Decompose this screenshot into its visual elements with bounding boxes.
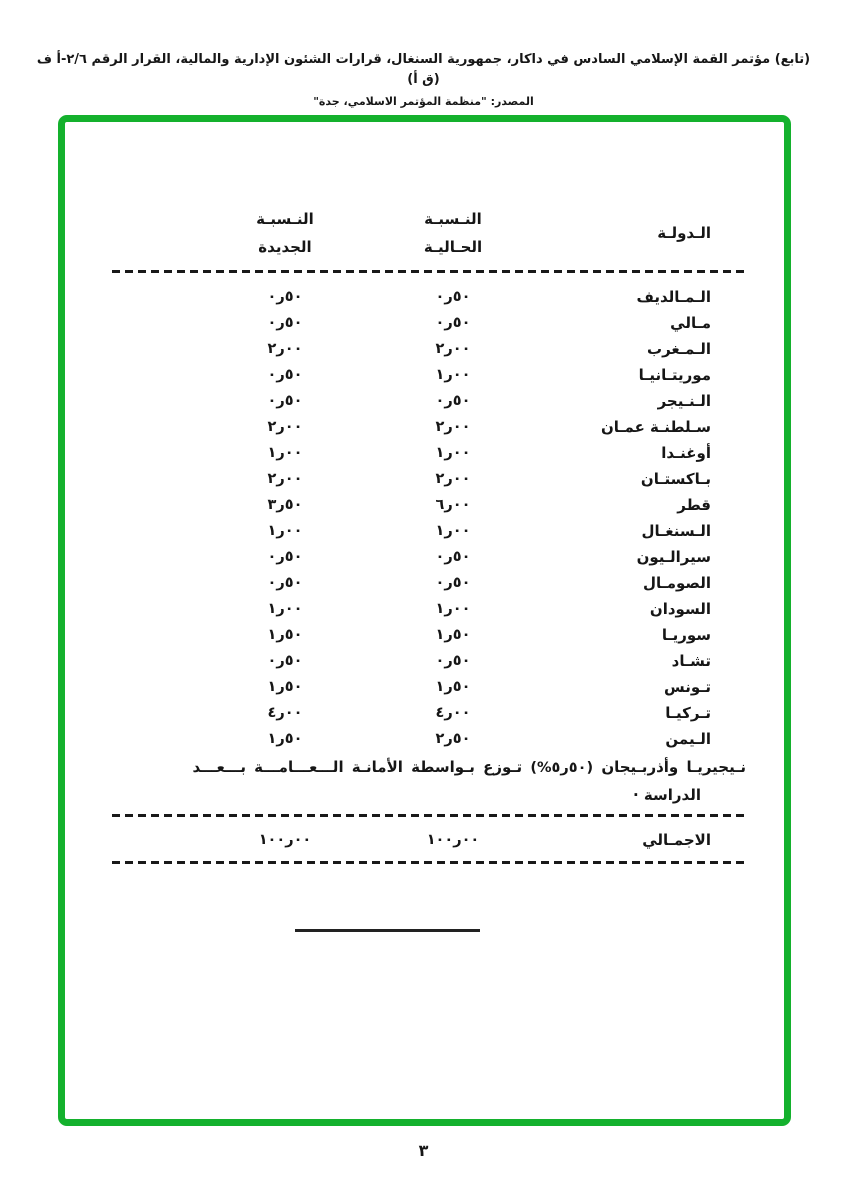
country-cell: الـنـيجر: [657, 392, 711, 410]
table-row: [112, 310, 746, 336]
total-current-value: ١٠٠ر٠٠: [426, 832, 480, 848]
country-cell: أوغنـدا: [661, 444, 711, 462]
new-value-cell: ٢ر٠٠: [267, 419, 303, 435]
country-cell: سوريـا: [661, 626, 711, 644]
table-header-row: [112, 205, 746, 261]
country-cell: الصومـال: [642, 574, 711, 592]
column-header-new-line2: الجديدة: [258, 238, 312, 256]
new-value-cell: ١ر٠٠: [267, 523, 303, 539]
table-row: [112, 440, 746, 466]
country-cell: سيرالـيون: [636, 548, 711, 566]
new-value-cell: ١ر٥٠: [267, 679, 303, 695]
current-value-cell: ١ر٥٠: [435, 627, 471, 643]
column-header-country: الـدولـة: [657, 224, 711, 242]
table-body: [112, 284, 746, 752]
new-value-cell: ٠ر٥٠: [267, 653, 303, 669]
column-header-current-line1: النـسبـة: [424, 210, 482, 228]
country-cell: تشـاد: [671, 652, 711, 670]
table-row: [112, 362, 746, 388]
current-value-cell: ١ر٠٠: [435, 445, 471, 461]
table-row: [112, 622, 746, 648]
current-value-cell: ١ر٠٠: [435, 523, 471, 539]
country-cell: السودان: [649, 600, 711, 618]
total-label: الاجمـالي: [642, 831, 711, 849]
table-row: [112, 596, 746, 622]
current-value-cell: ١ر٠٠: [435, 367, 471, 383]
new-value-cell: ١ر٠٠: [267, 445, 303, 461]
new-value-cell: ٠ر٥٠: [267, 549, 303, 565]
new-value-cell: ٣ر٥٠: [267, 497, 303, 513]
column-header-current: [375, 205, 531, 261]
signature-line: [295, 929, 480, 932]
current-value-cell: ٠ر٥٠: [435, 549, 471, 565]
current-value-cell: ٢ر٥٠: [435, 731, 471, 747]
dashed-separator-middle: [112, 814, 746, 817]
table-row: [112, 648, 746, 674]
footnote-line2: الدراسة ·: [633, 786, 701, 804]
current-value-cell: ٢ر٠٠: [435, 341, 471, 357]
total-row: [112, 823, 746, 857]
current-value-cell: ١ر٥٠: [435, 679, 471, 695]
table-row: [112, 466, 746, 492]
country-cell: قطر: [677, 496, 711, 514]
current-value-cell: ٢ر٠٠: [435, 471, 471, 487]
document-title-line: (تابع) مؤتمر القمة الإسلامي السادس في داكار، جمهورية السنغال، قرارات الشئون الإدارية والمالية، القرار الرقم ٢/٦-أ ف (ق أ): [36, 52, 811, 87]
new-value-cell: ١ر٥٠: [267, 731, 303, 747]
table-row: [112, 518, 746, 544]
dashed-separator-top: [112, 270, 746, 273]
current-value-cell: ٠ر٥٠: [435, 315, 471, 331]
country-cell: الـيمن: [665, 730, 711, 748]
table-row: [112, 674, 746, 700]
source-line: المصدر: "منظمة المؤتمر الاسلامي، جدة": [313, 95, 534, 108]
new-value-cell: ٠ر٥٠: [267, 393, 303, 409]
current-value-cell: ٠ر٥٠: [435, 393, 471, 409]
total-new-value: ١٠٠ر٠٠: [258, 832, 312, 848]
new-value-cell: ٢ر٠٠: [267, 341, 303, 357]
table-row: [112, 570, 746, 596]
footnote-text-before: نـيجيريـا وأذربـيجان: [601, 758, 746, 776]
new-value-cell: ٠ر٥٠: [267, 367, 303, 383]
country-cell: الـمـالديف: [636, 288, 711, 306]
new-value-cell: ٤ر٠٠: [267, 705, 303, 721]
page-number: ٣: [418, 1141, 429, 1160]
column-header-current-line2: الحـاليـة: [423, 238, 483, 256]
current-value-cell: ٠ر٥٠: [435, 653, 471, 669]
current-value-cell: ٠ر٥٠: [435, 289, 471, 305]
footnote-percentage-value: (%٥ر٥٠): [530, 760, 594, 776]
current-value-cell: ٢ر٠٠: [435, 419, 471, 435]
current-value-cell: ٠ر٥٠: [435, 575, 471, 591]
new-value-cell: ٠ر٥٠: [267, 575, 303, 591]
footnote-text-after: تـوزع بـواسطة الأمانـة الـــعـــامـــة بـــعـــد: [192, 758, 523, 776]
green-border-frame: [58, 115, 791, 1126]
table-row: [112, 726, 746, 752]
new-value-cell: ١ر٠٠: [267, 601, 303, 617]
country-cell: مـالي: [670, 314, 711, 332]
quota-table: [112, 122, 746, 864]
country-cell: الـمـغرب: [647, 340, 711, 358]
new-value-cell: ٢ر٠٠: [267, 471, 303, 487]
table-row: [112, 414, 746, 440]
country-cell: الـسنغـال: [641, 522, 711, 540]
country-cell: بـاكستـان: [640, 470, 711, 488]
table-row: [112, 492, 746, 518]
table-row: [112, 700, 746, 726]
column-header-new: [195, 205, 375, 261]
footnote-nigeria-azerbaijan: [112, 754, 746, 782]
dashed-separator-bottom: [112, 861, 746, 864]
current-value-cell: ١ر٠٠: [435, 601, 471, 617]
current-value-cell: ٦ر٠٠: [435, 497, 471, 513]
new-value-cell: ١ر٥٠: [267, 627, 303, 643]
new-value-cell: ٠ر٥٠: [267, 315, 303, 331]
table-row: [112, 336, 746, 362]
current-value-cell: ٤ر٠٠: [435, 705, 471, 721]
document-header: [36, 50, 811, 108]
country-cell: تـونس: [664, 678, 711, 696]
country-cell: موريتـانيـا: [638, 366, 711, 384]
new-value-cell: ٠ر٥٠: [267, 289, 303, 305]
table-row: [112, 284, 746, 310]
table-row: [112, 544, 746, 570]
country-cell: تـركيـا: [665, 704, 711, 722]
column-header-new-line1: النـسبـة: [256, 210, 314, 228]
country-cell: سـلطنـة عمـان: [600, 418, 711, 436]
table-row: [112, 388, 746, 414]
